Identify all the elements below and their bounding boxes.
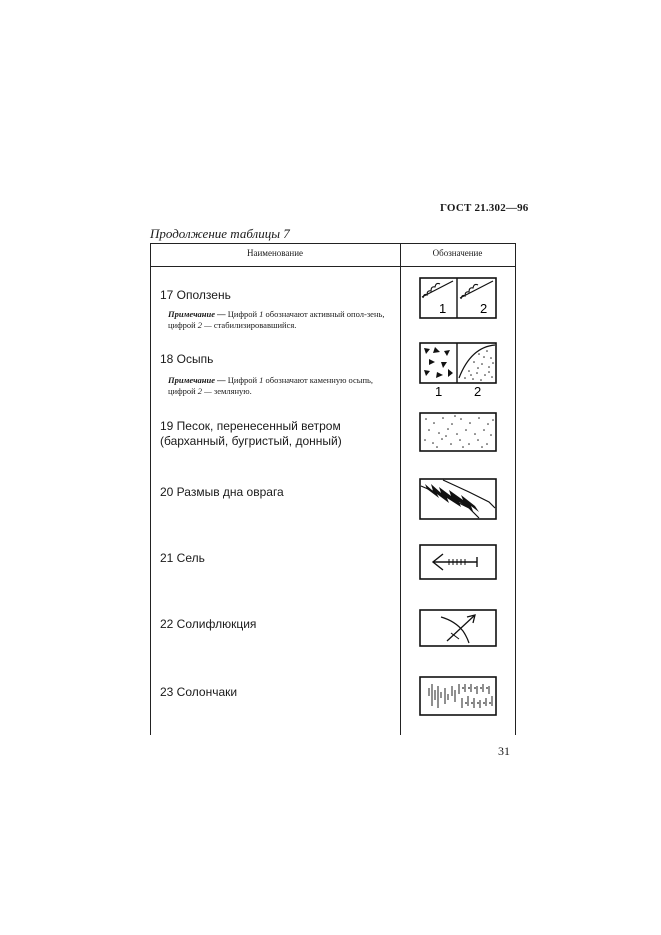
solifluction-icon xyxy=(419,609,499,647)
column-header-name: Наименование xyxy=(246,248,304,258)
landslide-icon xyxy=(419,277,499,319)
mudflow-icon xyxy=(419,544,499,580)
page-number: 31 xyxy=(498,744,510,758)
table-caption: Продолжение таблицы 7 xyxy=(150,226,290,241)
wind-sand-icon xyxy=(419,412,499,452)
row-title-20: 20 Размыв дна оврага xyxy=(160,485,284,499)
landslide-label-2: 2 xyxy=(480,301,488,316)
row-title-21: 21 Сель xyxy=(160,551,205,565)
row-title-18: 18 Осыпь xyxy=(160,352,214,366)
row-note-17: Примечание — Цифрой 1 обозначают активный опол-зень, цифрой 2 — стабилизировавшийся. xyxy=(168,309,385,330)
salt-marsh-icon xyxy=(419,676,499,716)
ravine-erosion-icon xyxy=(419,478,499,520)
scree-label-2: 2 xyxy=(474,384,482,399)
row-title-23: 23 Солончаки xyxy=(160,685,238,699)
row-title-19: 19 Песок, перенесенный ветром (барханный, бугристый, донный) xyxy=(160,419,342,448)
row-note-18: Примечание — Цифрой 1 обозначают каменную осыпь, цифрой 2 — земляную. xyxy=(168,375,374,396)
scree-icon xyxy=(419,342,499,400)
document-code: ГОСТ 21.302—96 xyxy=(440,202,529,214)
row-title-22: 22 Солифлюкция xyxy=(160,617,257,631)
column-header-symbol: Обозначение xyxy=(432,248,483,258)
landslide-label-1: 1 xyxy=(439,301,447,316)
scree-label-1: 1 xyxy=(435,384,443,399)
row-title-17: 17 Оползень xyxy=(160,288,231,302)
